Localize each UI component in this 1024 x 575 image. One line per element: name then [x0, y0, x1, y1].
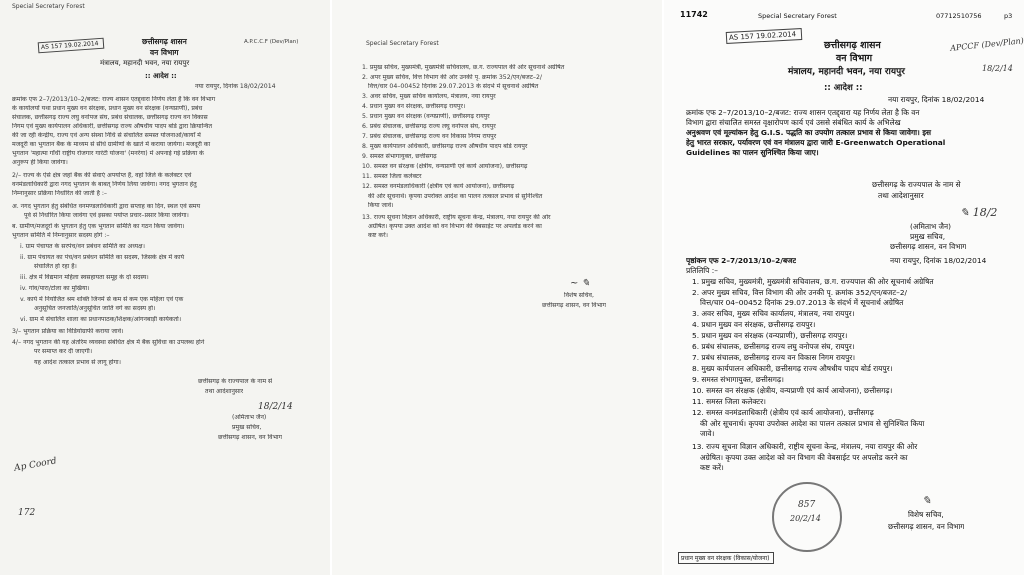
body-line: 4/– नगद भुगतान की यह अंतरिम व्यवस्था संबंधित क्षेत्र में बैंक सुविधा का उपलब्ध होने: [12, 339, 205, 346]
body-line: v. कार्य में नियोजित श्रम शक्ति जिनमें से कम से कम एक महिला एवं एक: [20, 296, 184, 303]
dist-line: 6. प्रबंध संचालक, छत्तीसगढ़ राज्य लघु वनोपज संघ, रायपुर।: [692, 342, 855, 351]
handwritten-number: 172: [18, 508, 36, 518]
dist-line: 2. अपर मुख्य सचिव, वित्त विभाग की ओर उनकी पृ. क्रमांक 352/एन/बजट–2/: [362, 74, 543, 81]
dist-line: जावे।: [700, 429, 715, 438]
body-line: अनुसूचित जनजाति/अनुसूचित जाति वर्ग का सदस्य हो।: [34, 305, 156, 312]
dist-line: अग्रेषित। कृपया उक्त आदेश को वन विभाग की वेबसाईट पर अपलोड करने का: [368, 223, 542, 230]
header-note: Special Secretary Forest: [366, 40, 439, 47]
dist-line: 6. प्रबंध संचालक, छत्तीसगढ़ राज्य लघु वनोपज संघ, रायपुर: [362, 123, 496, 130]
dept-heading: वन विभाग: [836, 53, 873, 64]
ministry-heading: मंत्रालय, महानदी भवन, नया रायपुर: [788, 67, 905, 77]
governor-line: छत्तीसगढ़ के राज्यपाल के नाम से: [198, 378, 273, 385]
body-line: विभाग द्वारा संचालित समस्त वृक्षारोपण कार्य एवं उससे संबंधित कार्य के अभिलेख: [686, 118, 901, 127]
signature: ~ ✎: [570, 278, 590, 289]
dist-line: 12. समस्त वनमंडलाधिकारी (क्षेत्रीय एवं कार्य आयोजना), छत्तीसगढ़: [692, 408, 874, 417]
dist-line: 13. राज्य सूचना विज्ञान अधिकारी, राष्ट्रीय सूचना केन्द्र, मंत्रालय, नया रायपुर की ओर: [692, 442, 918, 451]
dist-line: 13. राज्य सूचना विज्ञान अधिकारी, राष्ट्रीय सूचना केन्द्र, मंत्रालय, नया रायपुर की ओर: [362, 214, 551, 221]
dist-line: कष्ट करें।: [368, 232, 388, 239]
stamp-note: A.P.C.C.F (Dev/Plan): [244, 39, 299, 45]
order-by-line: तथा आदेशानुसार: [878, 191, 924, 200]
dist-line: 3. अवर सचिव, मुख्य सचिव कार्यालय, मंत्रालय, नया रायपुर।: [692, 309, 855, 318]
dist-line: 8. मुख्य कार्यपालन अधिकारी, छत्तीसगढ़ राज्य औषधीय पादप बोर्ड रायपुर।: [692, 364, 893, 373]
body-line: हेतु भारत सरकार, पर्यावरण एवं वन मंत्रालय द्वारा जारी E-Greenwatch Operational: [686, 138, 946, 147]
bottom-stamp: प्रधान मुख्य वन संरक्षक (विकास/योजना): [678, 552, 774, 564]
document-page-2: [332, 0, 662, 575]
dist-line: 3. अवर सचिव, मुख्य सचिव कार्यालय, मंत्रालय, नया रायपुर: [362, 93, 496, 100]
received-stamp: AS 157 19.02.2014: [38, 38, 105, 54]
dept-heading: वन विभाग: [150, 48, 179, 57]
body-line: अनुरूप ही किया जावेगा।: [12, 159, 68, 166]
body-line: अ. नगद भुगतान हेतु संबंधित वनमण्डलाधिकारी द्वारा सप्ताह का दिन, स्थल एवं समय: [12, 203, 201, 210]
dist-line: की ओर सूचनार्थ। कृपया उपरोक्त आदेश का पालन तत्काल प्रभाव से सुनिश्चित: [368, 193, 543, 200]
body-line: संचालित हो रहा है।: [34, 263, 77, 270]
body-line: यह आदेश तत्काल प्रभाव से लागू होगा।: [34, 359, 121, 366]
dist-line: किया जावे।: [368, 202, 394, 209]
body-line: iv. गांव/पारा/टोला का मुखिया।: [20, 285, 90, 292]
dist-line: 1. प्रमुख सचिव, मुख्यमंत्री, मुख्यमंत्री सचिवालय, छ.ग. राज्यपाल की ओर सूचनार्थ अग्रेषित: [692, 277, 934, 286]
order-date: नया रायपुर, दिनांक 18/02/2014: [888, 95, 985, 104]
signer-name: (अमिताभ जैन): [910, 222, 952, 231]
body-line: की जा रही केन्द्रीय, राज्य एवं अन्य संस्था निधि से संचालित समस्त योजनाओं/कार्यों में: [12, 132, 201, 139]
signer-dept: छत्तीसगढ़ शासन, वन विभाग: [890, 242, 967, 251]
dist-line: 8. मुख्य कार्यपालन अधिकारी, छत्तीसगढ़ राज्य औषधीय पादप बोर्ड रायपुर: [362, 143, 528, 150]
dist-line: 11. समस्त जिला कलेक्टर।: [692, 397, 766, 406]
signature: ✎: [922, 494, 932, 507]
header-note: Special Secretary Forest: [12, 3, 85, 10]
document-page-1: [0, 0, 330, 575]
dist-line: वित्त/चार 04–00452 दिनांक 29.07.2013 के संदर्भ में सूचनार्थ अग्रेषित: [368, 83, 539, 90]
signer-name: (अमिताभ जैन): [232, 414, 267, 421]
body-line: भुगतान समिति में निम्नानुसार सदस्य होंगे :–: [12, 232, 110, 239]
body-line: निम्नानुसार प्रक्रिया निर्धारित की जाती है :–: [12, 190, 108, 197]
body-line: भुगतान 'महात्मा गाँधी राष्ट्रीय रोजगार गारंटी योजना' (मनरेगा) में अपनाई गई प्रक्रिया के: [12, 150, 204, 157]
body-line: पर समाप्त कर दी जाएगी।: [34, 348, 93, 355]
dist-line: 5. प्रधान मुख्य वन संरक्षक (वन्यप्राणी), छत्तीसगढ़ रायपुर: [362, 113, 490, 120]
dist-line: 1. प्रमुख सचिव, मुख्यमंत्री, मुख्यमंत्री सचिवालय, छ.ग. राज्यपाल की ओर सूचनार्थ अग्रेषित: [362, 64, 565, 71]
body-line: i. ग्राम पंचायत के सरपंच/वन प्रबंधन समिति का अध्यक्ष।: [20, 243, 145, 250]
dist-line: अग्रेषित। कृपया उक्त आदेश को वन विभाग की वेबसाईट पर अपलोड करने का: [700, 453, 908, 462]
signer-dept: छत्तीसगढ़ शासन, वन विभाग: [888, 522, 965, 531]
body-line: के कार्यालयों यथा प्रधान मुख्य वन संरक्षक, प्रधान मुख्य वन संरक्षक (वन्यप्राणी), प्रबंध: [12, 105, 203, 112]
page-number: p3: [1004, 12, 1013, 20]
dist-line: 7. प्रबंध संचालक, छत्तीसगढ़ राज्य वन विकास निगम रायपुर: [362, 133, 497, 140]
signer-title: विशेष सचिव,: [564, 292, 594, 299]
signature: ✎ 18/2: [960, 206, 998, 219]
dist-line: 10. समस्त वन संरक्षक (क्षेत्रीय, वन्यप्राणी एवं कार्य आयोजना), छत्तीसगढ़: [362, 163, 528, 170]
body-line: vi. ग्राम में संचालित शाला का प्रधानपाठक/शिक्षक/आंगनबाड़ी कार्यकर्ता।: [20, 316, 182, 323]
handwritten-note: APCCF (Dev/Plan): [949, 36, 1024, 53]
signer-title: विशेष सचिव,: [908, 510, 944, 519]
corner-number: 11742: [680, 10, 708, 19]
document-page-3: [664, 0, 1024, 575]
dist-line: 10. समस्त वन संरक्षक (क्षेत्रीय, वन्यप्राणी एवं कार्य आयोजना), छत्तीसगढ़।: [692, 386, 893, 395]
body-line: पूर्व से निर्धारित किया जावेगा एवं इसका पर्याप्त प्रचार–प्रसार किया जावेगा।: [24, 212, 189, 219]
dist-line: 9. समस्त संभागायुक्त, छत्तीसगढ़।: [692, 375, 784, 384]
dist-line: की ओर सूचनार्थ। कृपया उपरोक्त आदेश का पालन तत्काल प्रभाव से सुनिश्चित किया: [700, 419, 925, 428]
signer-dept: छत्तीसगढ़ शासन, वन विभाग: [542, 302, 607, 309]
signature-date: 18/2/14: [258, 402, 293, 412]
body-line: संचालक, छत्तीसगढ़ राज्य लघु वनोपज संघ, प्रबंध संचालक, छत्तीसगढ़ राज्य वन विकास: [12, 114, 208, 121]
fax-number: 07712510756: [936, 12, 982, 20]
dist-line: 2. अपर मुख्य सचिव, वित्त विभाग की ओर उनकी पृ. क्रमांक 352/एन/बजट–2/: [692, 288, 908, 297]
dist-line: 4. प्रधान मुख्य वन संरक्षक, छत्तीसगढ़ रायपुर।: [362, 103, 466, 110]
body-line: 2/– राज्य के ऐसे क्षेत्र जहां बैंक की सेवाएं अपर्याप्त हैं, वहां जिले के कलेक्टर एवं: [12, 172, 192, 179]
body-line: क्रमांक एफ 2–7/2013/10–2/बजट: राज्य शासन एतद्द्वारा निर्णय लेता है कि वन विभाग: [12, 96, 216, 103]
received-stamp: AS 157 19.02.2014: [726, 28, 803, 44]
copy-to: प्रतिलिपि :–: [686, 266, 718, 275]
signer-dept: छत्तीसगढ़ शासन, वन विभाग: [218, 434, 283, 441]
dist-line: 12. समस्त वनमंडलाधिकारी (क्षेत्रीय एवं कार्य आयोजना), छत्तीसगढ़: [362, 183, 515, 190]
body-line: वनमंडलाधिकारी द्वारा नगद भुगतान के बाबत् निर्णय लिया जावेगा। नगद भुगतान हेतु: [12, 181, 197, 188]
body-line: क्रमांक एफ 2–7/2013/10–2/बजट: राज्य शासन एतद्द्वारा यह निर्णय लेता है कि वन: [686, 108, 920, 117]
handwritten-date: 18/2/14: [982, 64, 1013, 73]
body-line: Guidelines का पालन सुनिश्चित किया जाए।: [686, 148, 819, 157]
body-line: iii. क्षेत्र में विद्यमान महिला स्वसहायता समूह के दो सदस्य।: [20, 274, 149, 281]
signer-title: प्रमुख सचिव,: [910, 232, 946, 241]
header-note: Special Secretary Forest: [758, 12, 837, 20]
order-title: :: आदेश ::: [824, 83, 863, 93]
body-line: ब. ग्रामीण/मजदूरों के भुगतान हेतु एक भुगतान समिति का गठन किया जावेगा।: [12, 223, 185, 230]
signer-title: प्रमुख सचिव,: [232, 424, 262, 431]
dist-line: 4. प्रधान मुख्य वन संरक्षक, छत्तीसगढ़ रायपुर।: [692, 320, 816, 329]
dist-line: 5. प्रधान मुख्य वन संरक्षक (वन्यप्राणी), छत्तीसगढ़ रायपुर।: [692, 331, 848, 340]
endorsement-ref: पृष्ठांकन एफ 2–7/2013/10–2/बजट: [686, 256, 797, 265]
dist-line: 9. समस्त संभागायुक्त, छत्तीसगढ़: [362, 153, 437, 160]
gov-heading: छत्तीसगढ़ शासन: [142, 37, 187, 46]
order-date: नया रायपुर, दिनांक 18/02/2014: [195, 83, 276, 90]
dist-line: वित्त/चार 04–00452 दिनांक 29.07.2013 के संदर्भ में सूचनार्थ अग्रेषित: [700, 298, 904, 307]
endorsement-date: नया रायपुर, दिनांक 18/02/2014: [890, 256, 987, 265]
seal-date: 20/2/14: [790, 514, 821, 523]
body-line: निगम एवं मुख्य कार्यपालन अधिकारी, छत्तीसगढ़ राज्य औषधीय पादप बोर्ड द्वारा क्रियान्वित: [12, 123, 213, 130]
handwritten-note: Ap Coord: [13, 456, 58, 474]
body-line: ii. ग्राम पंचायत का पंच/वन प्रबंधन समिति का सदस्य, जिसके क्षेत्र में कार्य: [20, 254, 185, 261]
seal-number: 857: [798, 500, 816, 510]
governor-line: छत्तीसगढ़ के राज्यपाल के नाम से: [872, 180, 961, 189]
ministry-heading: मंत्रालय, महानदी भवन, नया रायपुर: [100, 59, 190, 67]
body-line: मजदूरी का भुगतान बैंक के माध्यम से सीधे ग्रामीणों के खाते में कराया जायेगा। मजदूरी का: [12, 141, 211, 148]
order-by-line: तथा आदेशानुसार: [205, 388, 244, 395]
body-line: अनुश्रवण एवं मूल्यांकन हेतु G.I.S. पद्धति का उपयोग तत्काल प्रभाव से किया जावेगा। इस: [686, 128, 932, 137]
dist-line: कष्ट करें।: [700, 463, 724, 472]
dist-line: 11. समस्त जिला कलेक्टर: [362, 173, 422, 180]
gov-heading: छत्तीसगढ़ शासन: [824, 40, 881, 51]
order-title: :: आदेश ::: [145, 72, 177, 80]
dist-line: 7. प्रबंध संचालक, छत्तीसगढ़ राज्य वन विकास निगम रायपुर।: [692, 353, 856, 362]
body-line: 3/– भुगतान प्रक्रिया का विडियोग्राफी कराया जावे।: [12, 328, 124, 335]
